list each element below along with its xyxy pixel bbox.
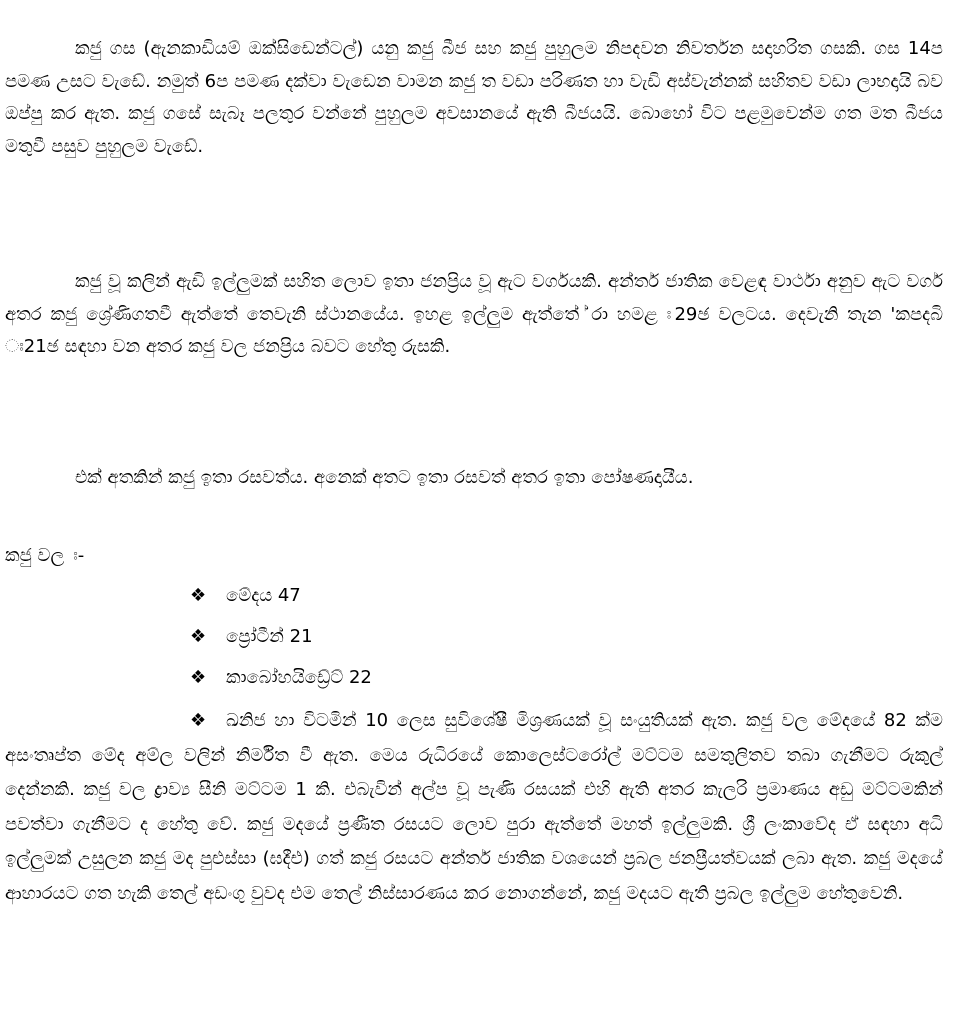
list-item-label: මේදය 47 xyxy=(226,585,301,606)
diamond-bullet-icon: ❖ xyxy=(190,667,207,688)
diamond-bullet-icon: ❖ xyxy=(190,626,207,647)
list-item-label: ප්‍රෝටීන් 21 xyxy=(226,626,313,647)
list-heading: කජු වල ඃ- xyxy=(5,545,85,566)
diamond-bullet-icon: ❖ xyxy=(190,710,207,731)
list-item-label: කාබෝහයිඩ්‍රේට් 22 xyxy=(226,667,372,688)
list-item xyxy=(190,662,372,703)
paragraph-cashew-taste: එක් අතකින් කජු ඉතා රසවත්ය. අනෙක් අතට ඉතා රසවත් අතර ඉතා පෝෂණදායීය. xyxy=(75,467,694,488)
nutrient-list xyxy=(190,580,372,703)
paragraph-cashew-tree: කජු ගස (ඇනකාඩියම් ඔක්සිඩෙන්ටල්) යනු කජු බීජ සහ කජු පුහුලම නිපදවන නිවර්තන සදාහරිත ගසකි. ගස 14ප පමණ උසට වැඩේ. නමුත් 6ප පමණ දක්වා වැඩෙන වාමන කජු ත වඩා පරිණත හා වැඩි අස්වැන්නක් සහිතව වඩා ලාභදායි බව ඔප්පු කර ඇත. කජු ගසේ සැබෑ පලතුර වන්නේ පුහුලම අවසානයේ ඇති බීජයයි. බොහෝ විට පළමුවෙන්ම ගත මත බීජය මතුවී පසුව පුහුලම වැඩේ. xyxy=(5,38,943,157)
paragraph-minerals-text: ඛනිජ හා විටමින් 10 ලෙස සුවිශේෂී මිශ්‍රණයක් වූ සංයුතියක් ඇත. කජු වල මේදයේ 82 ක්ම අසංතෘප්ත මේද අම්ල වලින් නිර්මිත වී ඇත. මෙය රුධිරයේ කොලෙස්ටරෝල් මට්ටම සමතුලිතව තබා ගැනීමට රුකුල් දෙන්නකි. කජු වල ද්‍රාව්‍ය සීනි මට්ටම 1 කි. එබැවින් අල්ප වූ පැණි රසයක් එහි ඇති අතර කැලරි ප්‍රමාණය අඩු මට්ටමකින් පවත්වා ගැනීමට ද හේතු වේ. කජු මදයේ ප්‍රණීත රසයට ලොව පුරා ඇත්තේ මහත් ඉල්ලුමකි. ශ්‍රී ලංකාවේද ඒ සඳහා අධි ඉල්ලුමක් උසුලන කජු මද පුළුස්සා (ඝදීඑ) ගත් කජු රසයට අන්තර් ජාතික වශයෙන් ප්‍රබල ජනප්‍රීයත්වයක් ලබා ඇත. කජු මදයේ ආහාරයට ගත හැකි තෙල් අඩංගු වුවද එම තෙල් නිස්සාරණය කර නොගන්නේ, කජු මදයට ඇති ප්‍රබල ඉල්ලුම හේතුවෙනි. xyxy=(5,710,943,904)
diamond-bullet-icon: ❖ xyxy=(190,585,207,606)
list-item xyxy=(190,580,372,621)
paragraph-minerals xyxy=(5,704,943,911)
list-item xyxy=(190,621,372,662)
paragraph-cashew-demand: කජු වූ කලින් ඇඩි ඉල්ලුමක් සහිත ලොව ඉතා ජනප්‍රිය වූ ඇට වර්ගයකි. අන්තර් ජාතික වෙළඳ වාර්ථා අනුව ඇට වර්ග අතර කජු ශ්‍රේණිගතවී ඇත්තේ තෙවැනි ස්ථානයේය. ඉහළ ඉල්ලුම ඇත්තේ ්රා හමළ ඃ29ඡ වලටය. දෙවැනි තැන 'කපදබි ඃ21ඡ සඳහා වන අතර කජු වල ජනප්‍රිය බවට හේතු රුසකි. xyxy=(5,271,943,357)
